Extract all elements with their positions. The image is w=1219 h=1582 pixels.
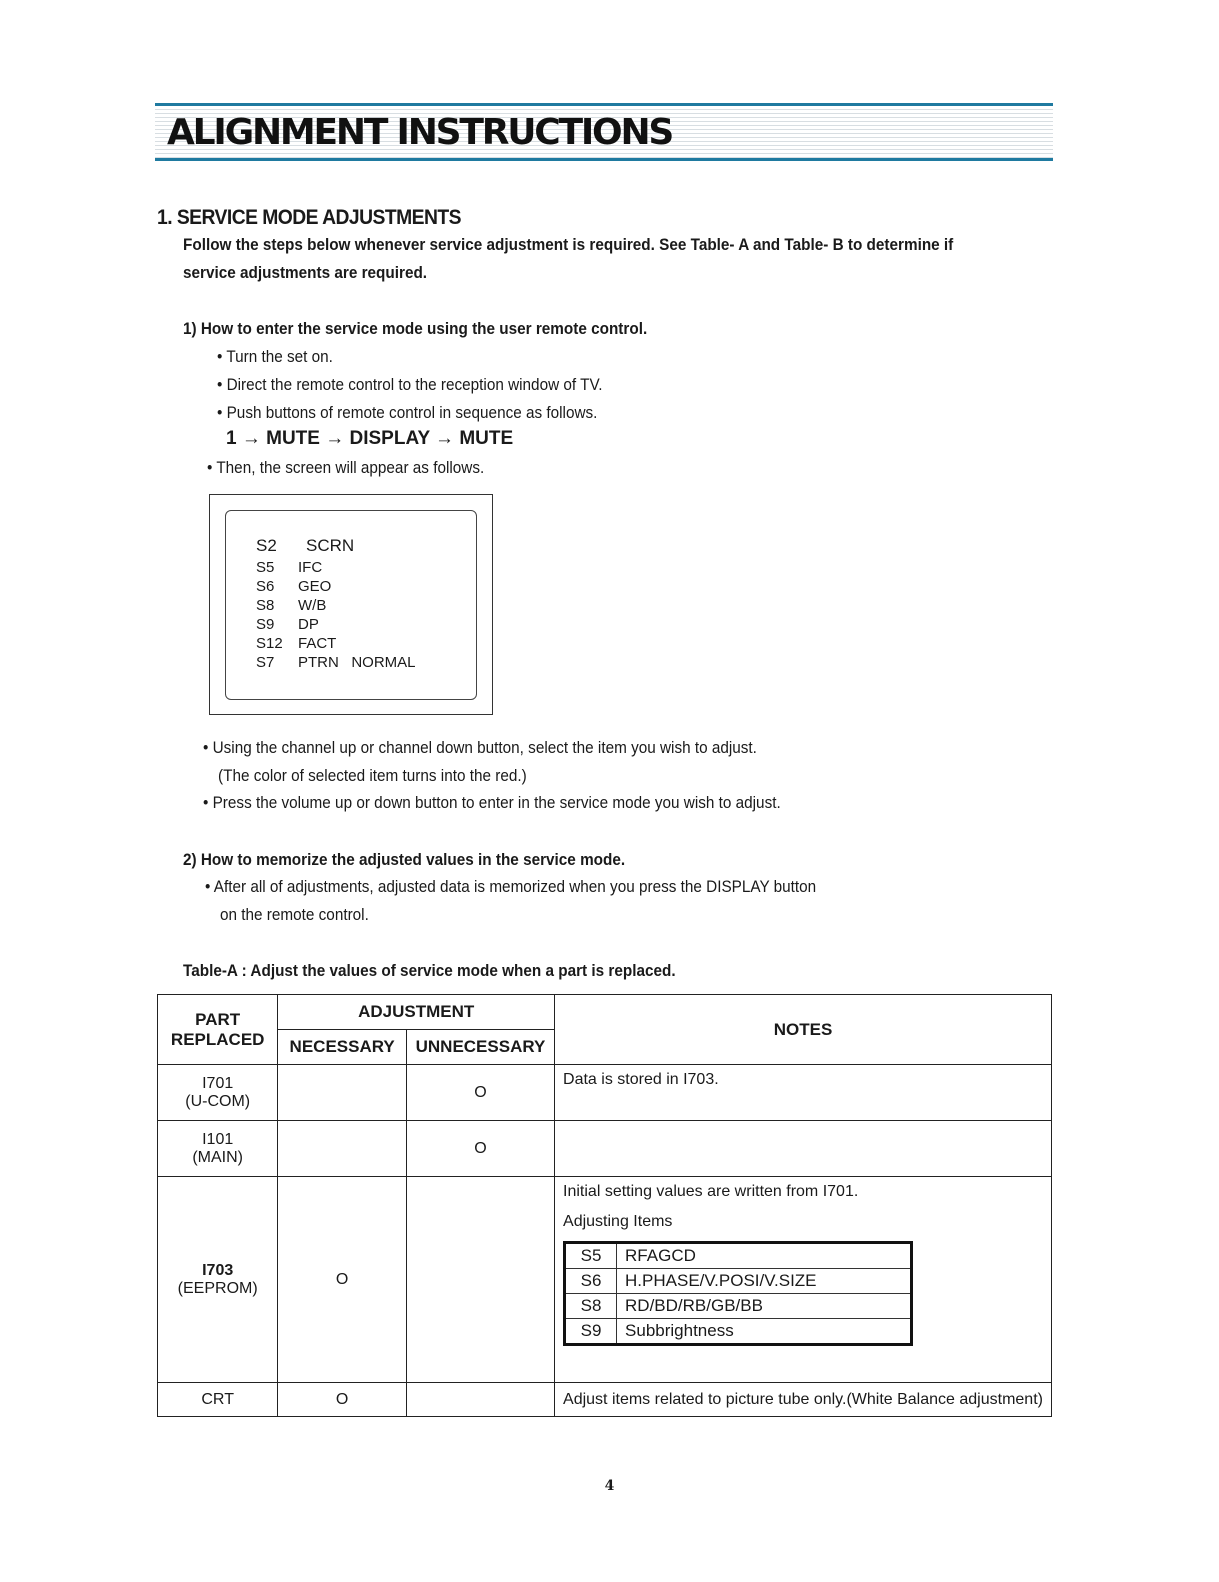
intro-line-2: service adjustments are required. xyxy=(183,263,428,282)
menu-item: S5 IFC xyxy=(256,559,323,576)
header-notes: NOTES xyxy=(555,995,1052,1065)
step1-bullet-1: • Turn the set on. xyxy=(217,347,333,366)
unnecessary-cell xyxy=(406,1383,554,1417)
notes-cell: Data is stored in I703. xyxy=(555,1065,1052,1121)
table-row xyxy=(158,1121,1052,1177)
step1-more-3: • Press the volume up or down button to enter in the service mode you wish to adjust. xyxy=(203,793,781,812)
button-sequence: 1 → MUTE → DISPLAY → MUTE xyxy=(226,428,514,449)
part-name: CRT xyxy=(158,1383,278,1417)
part-name: I701 xyxy=(202,1074,234,1092)
adjusting-item: S8 RD/BD/RB/GB/BB xyxy=(565,1294,912,1319)
section-heading: 1. SERVICE MODE ADJUSTMENTS xyxy=(157,206,461,229)
necessary-cell xyxy=(278,1121,407,1177)
necessary-cell: O xyxy=(278,1177,407,1383)
notes-cell: Adjust items related to picture tube only.(White Balance adjustment) xyxy=(555,1383,1052,1417)
table-row xyxy=(158,1383,1052,1417)
notes-cell xyxy=(555,1177,1052,1383)
table-caption: Table-A : Adjust the values of service mode when a part is replaced. xyxy=(183,961,676,980)
intro-line-1: Follow the steps below whenever service adjustment is required. See Table- A and Table- B to determine if xyxy=(183,235,954,254)
part-sub: (MAIN) xyxy=(192,1148,243,1166)
necessary-cell xyxy=(278,1065,407,1121)
step1-heading: 1) How to enter the service mode using the user remote control. xyxy=(183,319,648,338)
menu-item: S7 PTRN NORMAL xyxy=(256,654,416,671)
step2-line-1: • After all of adjustments, adjusted data is memorized when you press the DISPLAY button xyxy=(205,877,817,896)
unnecessary-cell: O xyxy=(406,1121,554,1177)
step2-heading: 2) How to memorize the adjusted values in the service mode. xyxy=(183,850,626,869)
menu-item: S6 GEO xyxy=(256,578,332,595)
tv-screen xyxy=(225,510,477,700)
notes-cell xyxy=(555,1121,1052,1177)
header-part-replaced: PART REPLACED xyxy=(158,995,278,1065)
service-menu xyxy=(256,534,416,672)
step1-more-2: (The color of selected item turns into the red.) xyxy=(218,766,527,785)
step1-after: • Then, the screen will appear as follows. xyxy=(207,458,485,477)
table-row xyxy=(158,1065,1052,1121)
notes-text: Initial setting values are written from I701. xyxy=(563,1183,859,1200)
part-sub: (EEPROM) xyxy=(177,1279,258,1297)
screen-illustration xyxy=(209,494,493,715)
step2-line-2: on the remote control. xyxy=(220,905,369,924)
adjusting-items-table xyxy=(563,1241,913,1346)
notes-subtitle: Adjusting Items xyxy=(563,1213,673,1230)
step1-more-1: • Using the channel up or channel down button, select the item you wish to adjust. xyxy=(203,738,757,757)
part-name: I101 xyxy=(202,1130,234,1148)
part-name: I703 xyxy=(202,1261,234,1279)
adjusting-item: S5 RFAGCD xyxy=(565,1243,912,1269)
table-a xyxy=(157,994,1052,1417)
menu-item: S8 W/B xyxy=(256,597,327,614)
part-sub: (U-COM) xyxy=(185,1092,251,1110)
menu-item: S12 FACT xyxy=(256,635,337,652)
adjusting-item: S9 Subbrightness xyxy=(565,1319,912,1345)
page-number: 4 xyxy=(604,1478,615,1494)
adjusting-item: S6 H.PHASE/V.POSI/V.SIZE xyxy=(565,1269,912,1294)
page-title: ALIGNMENT INSTRUCTIONS xyxy=(167,112,673,153)
unnecessary-cell: O xyxy=(406,1065,554,1121)
menu-item: S9 DP xyxy=(256,616,319,633)
title-banner xyxy=(155,103,1053,161)
unnecessary-cell xyxy=(406,1177,554,1383)
table-row xyxy=(158,1177,1052,1383)
step1-bullet-2: • Direct the remote control to the reception window of TV. xyxy=(217,375,603,394)
necessary-cell: O xyxy=(278,1383,407,1417)
step1-bullet-3: • Push buttons of remote control in sequence as follows. xyxy=(217,403,598,422)
header-unnecessary: UNNECESSARY xyxy=(406,1030,554,1065)
header-adjustment: ADJUSTMENT xyxy=(278,995,555,1030)
header-necessary: NECESSARY xyxy=(278,1030,407,1065)
menu-item: S2 SCRN xyxy=(256,536,355,555)
